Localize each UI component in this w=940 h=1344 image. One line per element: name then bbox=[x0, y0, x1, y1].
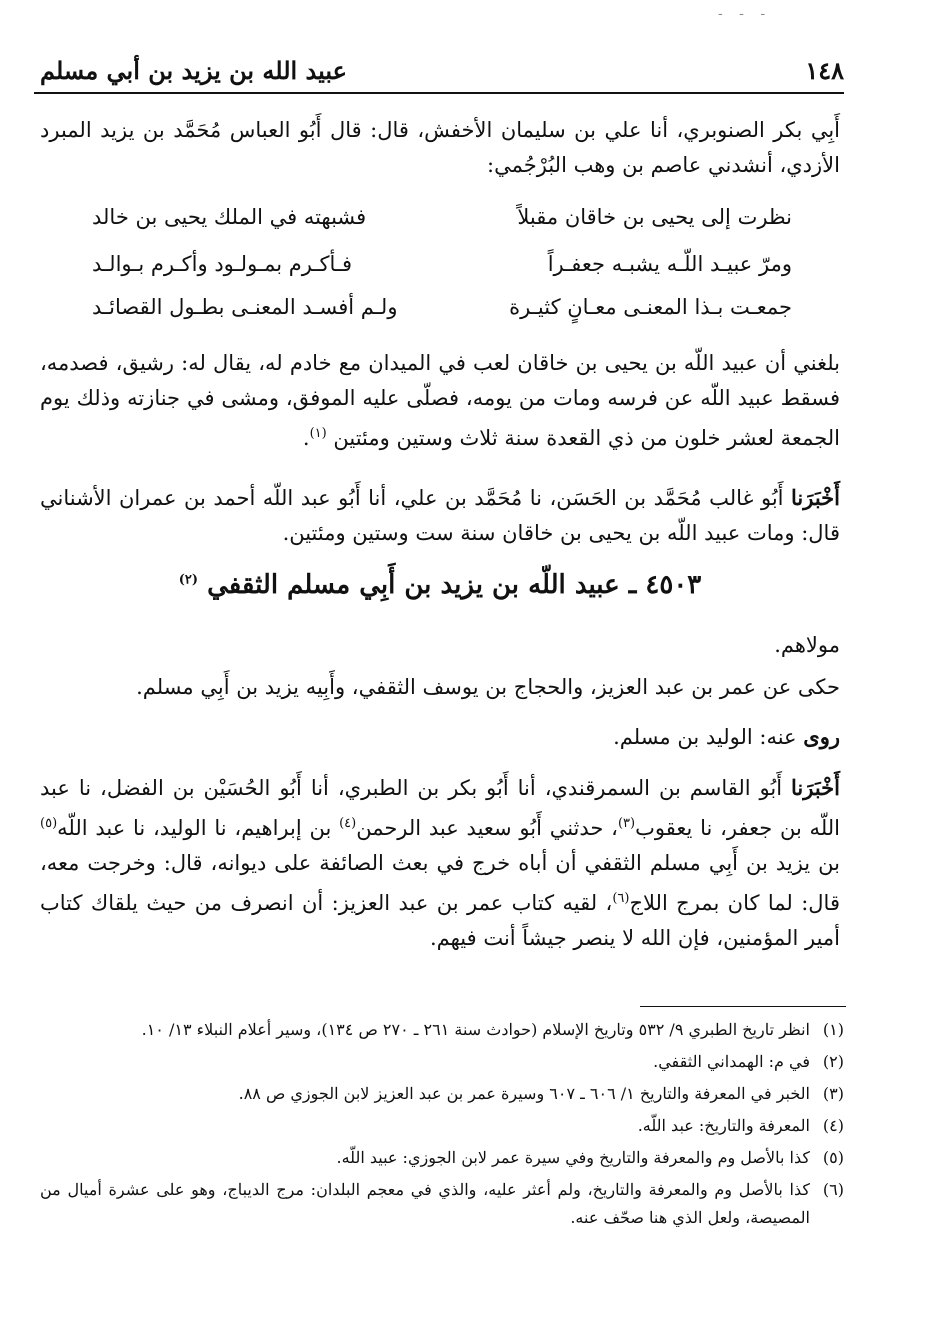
narration-lead: أَخْبَرَنا bbox=[791, 775, 840, 800]
entry-heading-text: ٤٥٠٣ ـ عبيد اللّه بن يزيد بن أَبِي مسلم الثقفي bbox=[207, 570, 702, 600]
paragraph-6 bbox=[40, 719, 840, 755]
footnote-number: (١) bbox=[822, 1020, 844, 1039]
paragraph-2-text: بلغني أن عبيد اللّه بن يحيى بن خاقان لعب في الميدان مع خادم له، يقال له: رشيق، فصدمه، فسقط عبيد اللّه عن فرسه ومات من يومه، فصلّى عليه الموفق، ومشى في جنازته وذلك يوم الجمعة لعشر خلون من ذي القعدة سنة ثلاث وستين ومئتين bbox=[40, 351, 840, 450]
paragraph-7-part: ، حدثني أَبُو سعيد عبد الرحمن bbox=[356, 816, 618, 840]
footnote-number: (٢) bbox=[822, 1052, 844, 1071]
footnote-number: (٤) bbox=[822, 1116, 844, 1135]
footnote bbox=[40, 1080, 844, 1108]
verse-first-hemistich: جمعـت بـذا المعنـى معـانٍ كثيـرة bbox=[509, 295, 792, 319]
footnote-number: (٣) bbox=[822, 1084, 844, 1103]
paragraph-7-part: ، لقيه كتاب عمر بن عبد العزيز: أن انصرف من حيث يلقاك كتاب أمير المؤمنين، فإن الله لا ينصر جيشاً أنت فيهم. bbox=[40, 891, 840, 950]
page-number: ١٤٨ bbox=[805, 56, 844, 85]
verse-second-hemistich: فشبهته في الملك يحيى بن خالد bbox=[92, 205, 367, 229]
running-title: عبيد الله بن يزيد بن أبي مسلم bbox=[40, 56, 347, 85]
paragraph-2: بلغني أن عبيد اللّه بن يحيى بن خاقان لعب في الميدان مع خادم له، يقال له: رشيق، فصدمه، فسقط عبيد اللّه عن فرسه ومات من يومه، فصلّى عليه الموفق، ومشى في جنازته وذلك يوم الجمعة لعشر خلون من ذي القعدة سنة ثلاث وستين ومئتين $^{(١)}$. bbox=[40, 351, 840, 450]
paragraph-7-part: بن إبراهيم، نا الوليد، نا عبد اللّه bbox=[57, 816, 340, 840]
narration-lead: روى bbox=[803, 724, 840, 749]
verse-first-hemistich: نظرت إلى يحيى بن خاقان مقبلاً bbox=[517, 205, 792, 229]
footnote bbox=[40, 1112, 844, 1140]
paragraph-7-part: بن يزيد بن أَبِي مسلم الثقفي أن أباه خرج في بعث الصائفة على ديوانه، قال: وخرجت معه، قال: لما كان بمرج اللاج bbox=[40, 851, 840, 915]
narration-lead: أَخْبَرَنا bbox=[791, 485, 840, 510]
verse-second-hemistich: فـأكـرم بمـولـود وأكـرم بـوالـد bbox=[92, 252, 353, 276]
paragraph-7 bbox=[40, 770, 840, 956]
footnote-text: في م: الهمداني الثقفي. bbox=[653, 1052, 810, 1071]
header-rule bbox=[34, 92, 844, 94]
footnote-ref: (٦) bbox=[612, 891, 630, 906]
entry-heading bbox=[40, 570, 840, 600]
footnote-text: انظر تاريخ الطبري ٩/ ٥٣٢ وتاريخ الإسلام (حوادث سنة ٢٦١ ـ ٢٧٠ ص ١٣٤)، وسير أعلام النبلاء ١٣/ ١٠. bbox=[141, 1020, 810, 1039]
footnote bbox=[40, 1016, 844, 1044]
footnote-ref: (١) bbox=[309, 426, 327, 441]
footnote bbox=[40, 1176, 844, 1232]
footnotes bbox=[40, 1016, 844, 1236]
paragraph-3 bbox=[40, 480, 840, 551]
paragraph-4: مولاهم. bbox=[774, 633, 840, 657]
footnote-ref: (٢) bbox=[178, 572, 199, 588]
verse-first-hemistich: ومرّ عبيـد اللّـه يشبـه جعفـراً bbox=[547, 252, 792, 276]
footnote-text: الخبر في المعرفة والتاريخ ١/ ٦٠٦ ـ ٦٠٧ وسيرة عمر بن عبد العزيز لابن الجوزي ص ٨٨. bbox=[238, 1084, 810, 1103]
footnote bbox=[40, 1048, 844, 1076]
running-head bbox=[40, 56, 844, 90]
footnote-ref: (٤) bbox=[339, 816, 357, 831]
paragraph-7-part: أَبُو القاسم بن السمرقندي، أنا أَبُو بكر بن الطبري، أنا أَبُو الحُسَيْن بن الفضل، نا عبد اللّه بن جعفر، نا يعقوب bbox=[40, 776, 841, 840]
verse-line bbox=[92, 252, 792, 288]
verse-line bbox=[92, 205, 792, 241]
paragraph-6-text: عنه: الوليد بن مسلم. bbox=[613, 725, 804, 749]
footnote-text: كذا بالأصل وم والمعرفة والتاريخ وفي سيرة عمر لابن الجوزي: عبيد اللّه. bbox=[336, 1148, 810, 1167]
footnote-ref: (٣) bbox=[617, 816, 636, 831]
verse-line bbox=[92, 295, 792, 331]
footnote-text: كذا بالأصل وم والمعرفة والتاريخ، ولم أعثر عليه، والذي في معجم البلدان: مرج الديباج، وهو على عشرة أميال من المصيصة، ولعل الذي هنا صحّف عنه. bbox=[40, 1180, 810, 1227]
footnote bbox=[40, 1144, 844, 1172]
footnote-text: المعرفة والتاريخ: عبد اللّه. bbox=[637, 1116, 810, 1135]
footnote-number: (٦) bbox=[822, 1180, 844, 1199]
paragraph-3-text: أَبُو غالب مُحَمَّد بن الحَسَن، نا مُحَمَّد بن علي، أنا أَبُو عبد اللّه أحمد بن عمران الأشناني قال: ومات عبيد اللّه بن يحيى بن خاقان سنة ست وستين ومئتين. bbox=[40, 486, 840, 545]
footnote-ref: (٥) bbox=[40, 816, 58, 831]
footnote-rule bbox=[640, 1006, 846, 1007]
paragraph-1: أَبِي بكر الصنوبري، أنا علي بن سليمان الأخفش، قال: قال أَبُو العباس مُحَمَّد بن يزيد المبرد الأزدي، أنشدني عاصم بن وهب البُرْجُمي: bbox=[40, 118, 840, 177]
footnote-number: (٥) bbox=[822, 1148, 844, 1167]
scan-mark: - - - bbox=[718, 6, 772, 22]
verse-second-hemistich: ولـم أفسـد المعنـى بطـول القصائـد bbox=[92, 295, 398, 319]
paragraph-5: حكى عن عمر بن عبد العزيز، والحجاج بن يوسف الثقفي، وأَبِيه يزيد بن أَبِي مسلم. bbox=[136, 675, 840, 699]
